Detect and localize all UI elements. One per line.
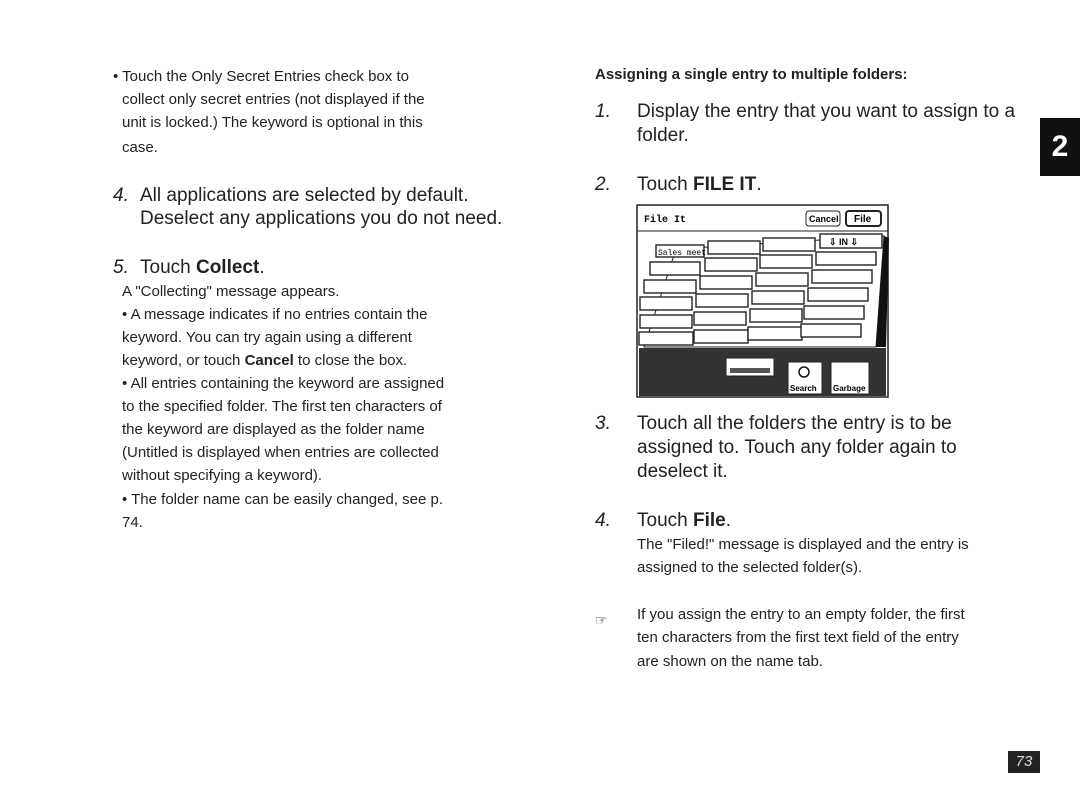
bullet-assigned-line: • All entries containing the keyword are assigned: [122, 375, 445, 392]
step1-text: folder.: [637, 125, 689, 146]
page-number: 73: [1008, 751, 1040, 773]
step3-text: assigned to. Touch any folder again to: [637, 437, 957, 458]
step-number: 5.: [113, 257, 129, 278]
step3-text: deselect it.: [637, 461, 728, 482]
step-number: 2.: [595, 174, 611, 195]
step-number: 3.: [595, 413, 611, 434]
step4-text: All applications are selected by default.: [140, 185, 469, 206]
section-heading: Assigning a single entry to multiple folders:: [595, 66, 908, 83]
note-line: If you assign the entry to an empty folder, the first: [637, 606, 965, 623]
step-number: 4.: [595, 510, 611, 531]
bullet-nomatch-line: • A message indicates if no entries contain the: [122, 306, 428, 323]
screen-title: File It: [644, 215, 687, 226]
screen-folder-label: Sales meet: [658, 249, 707, 258]
screen-cancel-label: Cancel: [809, 214, 839, 224]
bullet-secret-line: case.: [122, 139, 158, 156]
collecting-text: A "Collecting" message appears.: [122, 283, 340, 300]
bullet-rename-line: • The folder name can be easily changed, see p.: [122, 491, 444, 508]
step4-right-text: Touch File.: [637, 510, 731, 531]
bullet-secret-line: • Touch the Only Secret Entries check box to: [113, 68, 409, 85]
bullet-nomatch-line: keyword, or touch Cancel to close the box.: [122, 352, 408, 369]
note-line: are shown on the name tab.: [637, 653, 823, 670]
bullet-assigned-line: (Untitled is displayed when entries are collected: [122, 444, 439, 461]
bullet-assigned-line: without specifying a keyword).: [122, 467, 323, 484]
step4-text: Deselect any applications you do not need.: [140, 208, 503, 229]
chapter-tab: 2: [1040, 118, 1080, 176]
step5-text: Touch Collect.: [140, 257, 265, 278]
step4-sub-line: assigned to the selected folder(s).: [637, 559, 863, 576]
step2-text: Touch FILE IT.: [637, 174, 762, 195]
bullet-secret-line: unit is locked.) The keyword is optional in this: [122, 114, 423, 131]
screen-search-label: Search: [790, 384, 817, 393]
step3-text: Touch all the folders the entry is to be: [637, 413, 952, 434]
step1-text: Display the entry that you want to assign to a: [637, 101, 1016, 122]
step-number: 4.: [113, 185, 129, 206]
bullet-secret-line: collect only secret entries (not displayed if the: [122, 91, 425, 108]
pointing-hand-icon: ☞: [595, 612, 608, 628]
step-number: 1.: [595, 101, 611, 122]
step4-sub-line: The "Filed!" message is displayed and the entry is: [637, 536, 969, 553]
screen-file-label: File: [854, 214, 872, 225]
bullet-assigned-line: the keyword are displayed as the folder name: [122, 421, 425, 438]
screen-garbage-label: Garbage: [833, 384, 866, 393]
screen-in-tab: ⇩ IN ⇩: [829, 237, 859, 247]
bullet-rename-line: 74.: [122, 514, 143, 531]
bullet-assigned-line: to the specified folder. The first ten characters of: [122, 398, 442, 415]
bullet-nomatch-line: keyword. You can try again using a different: [122, 329, 412, 346]
note-line: ten characters from the first text field of the entry: [637, 629, 959, 646]
file-it-screen-illustration: [636, 204, 889, 398]
